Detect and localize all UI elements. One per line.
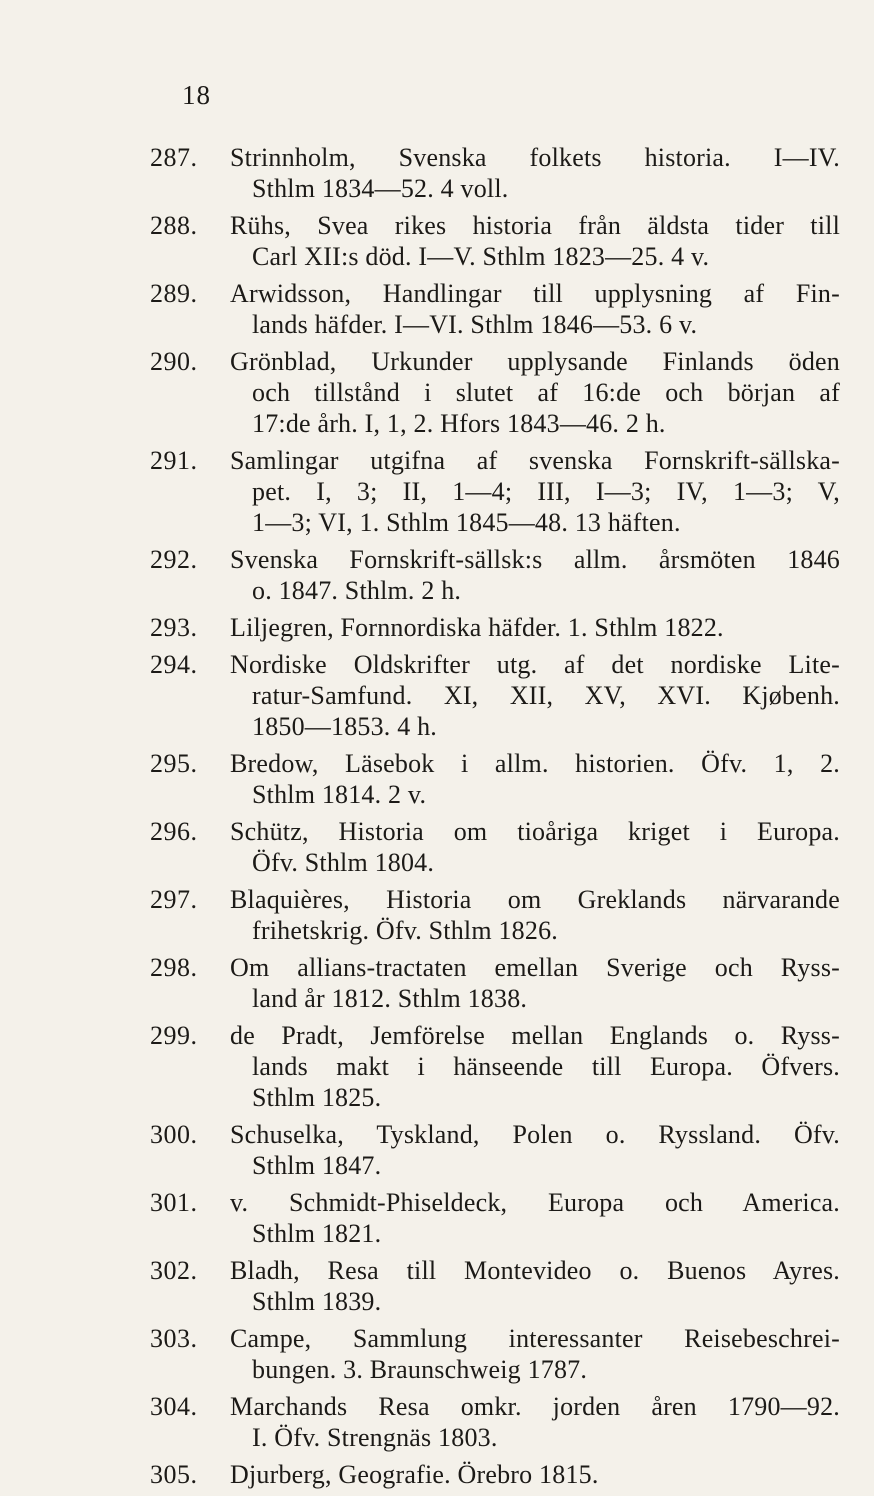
entry-number: 292. (150, 545, 198, 574)
entry-line: Sthlm 1847. (252, 1151, 382, 1180)
entry-text (230, 445, 840, 538)
entry-text (230, 278, 840, 340)
bibliography-entry (150, 445, 840, 538)
bibliography-entry (150, 1459, 840, 1490)
bibliography-entry (150, 278, 840, 340)
entry-line: Bredow, Läsebok i allm. historien. Öfv. 1, 2. (230, 749, 840, 778)
entry-text (230, 142, 840, 204)
entry-text (230, 544, 840, 606)
bibliography-entry (150, 748, 840, 810)
entry-line: 17:de årh. I, 1, 2. Hfors 1843—46. 2 h. (252, 409, 666, 438)
entry-number: 294. (150, 650, 198, 679)
entry-line: Samlingar utgifna af svenska Fornskrift-sällska- (230, 446, 840, 475)
bibliography-list (150, 142, 840, 1496)
entry-line: o. 1847. Sthlm. 2 h. (252, 576, 462, 605)
entry-number: 303. (150, 1324, 198, 1353)
entry-number: 295. (150, 749, 198, 778)
entry-text (230, 210, 840, 272)
entry-line: Strinnholm, Svenska folkets historia. I—IV. (230, 143, 840, 172)
entry-line: I. Öfv. Strengnäs 1803. (252, 1423, 498, 1452)
entry-line: Sthlm 1814. 2 v. (252, 780, 427, 809)
entry-line: pet. I, 3; II, 1—4; III, I—3; IV, 1—3; V, (252, 477, 840, 506)
entry-number: 287. (150, 143, 198, 172)
entry-number: 301. (150, 1188, 198, 1217)
entry-line: 1850—1853. 4 h. (252, 712, 437, 741)
entry-line: Schuselka, Tyskland, Polen o. Ryssland. Öfv. (230, 1120, 840, 1149)
bibliography-entry (150, 1255, 840, 1317)
entry-text (230, 649, 840, 742)
entry-number: 304. (150, 1392, 198, 1421)
entry-text (230, 1187, 840, 1249)
bibliography-entry (150, 884, 840, 946)
entry-text (230, 612, 840, 643)
entry-line: Carl XII:s död. I—V. Sthlm 1823—25. 4 v. (252, 242, 710, 271)
bibliography-entry (150, 346, 840, 439)
entry-line: land år 1812. Sthlm 1838. (252, 984, 528, 1013)
entry-line: och tillstånd i slutet af 16:de och början af (252, 378, 840, 407)
entry-text (230, 1255, 840, 1317)
entry-line: lands häfder. I—VI. Sthlm 1846—53. 6 v. (252, 310, 698, 339)
bibliography-entry (150, 1323, 840, 1385)
entry-line: Marchands Resa omkr. jorden åren 1790—92. (230, 1392, 840, 1421)
entry-line: Rühs, Svea rikes historia från äldsta tider till (230, 211, 840, 240)
entry-text (230, 748, 840, 810)
bibliography-entry (150, 816, 840, 878)
bibliography-entry (150, 142, 840, 204)
entry-text (230, 816, 840, 878)
entry-line: Schütz, Historia om tioåriga kriget i Europa. (230, 817, 840, 846)
entry-line: Blaquières, Historia om Greklands närvarande (230, 885, 840, 914)
entry-line: Sthlm 1834—52. 4 voll. (252, 174, 509, 203)
bibliography-entry (150, 1391, 840, 1453)
bibliography-entry (150, 210, 840, 272)
bibliography-entry (150, 952, 840, 1014)
entry-line: Sthlm 1839. (252, 1287, 382, 1316)
entry-text (230, 1119, 840, 1181)
entry-number: 299. (150, 1021, 198, 1050)
entry-text (230, 1020, 840, 1113)
entry-line: v. Schmidt-Phiseldeck, Europa och America. (230, 1188, 840, 1217)
entry-text (230, 1323, 840, 1385)
entry-line: Svenska Fornskrift-sällsk:s allm. årsmöten 1846 (230, 545, 840, 574)
entry-number: 296. (150, 817, 198, 846)
entry-line: 1—3; VI, 1. Sthlm 1845—48. 13 häften. (252, 508, 681, 537)
entry-line: Campe, Sammlung interessanter Reisebeschrei- (230, 1324, 840, 1353)
bibliography-entry (150, 649, 840, 742)
entry-number: 293. (150, 613, 198, 642)
entry-number: 298. (150, 953, 198, 982)
entry-line: Nordiske Oldskrifter utg. af det nordiske Lite- (230, 650, 840, 679)
entry-line: Bladh, Resa till Montevideo o. Buenos Ayres. (230, 1256, 840, 1285)
entry-line: Sthlm 1821. (252, 1219, 382, 1248)
entry-text (230, 1391, 840, 1453)
entry-number: 291. (150, 446, 198, 475)
entry-number: 290. (150, 347, 198, 376)
entry-line: Om allians-tractaten emellan Sverige och Ryss- (230, 953, 840, 982)
entry-line: Arwidsson, Handlingar till upplysning af Fin- (230, 279, 840, 308)
bibliography-entry (150, 1187, 840, 1249)
entry-number: 305. (150, 1460, 198, 1489)
page-number: 18 (182, 80, 211, 110)
entry-line: Grönblad, Urkunder upplysande Finlands öden (230, 347, 840, 376)
entry-number: 289. (150, 279, 198, 308)
bibliography-entry (150, 1119, 840, 1181)
entry-line: bungen. 3. Braunschweig 1787. (252, 1355, 588, 1384)
entry-line: Liljegren, Fornnordiska häfder. 1. Sthlm 1822. (230, 613, 724, 642)
entry-text (230, 346, 840, 439)
entry-number: 300. (150, 1120, 198, 1149)
bibliography-entry (150, 544, 840, 606)
entry-text (230, 952, 840, 1014)
entry-line: Sthlm 1825. (252, 1083, 382, 1112)
bibliography-entry (150, 612, 840, 643)
entry-line: lands makt i hänseende till Europa. Öfvers. (252, 1052, 840, 1081)
entry-line: ratur-Samfund. XI, XII, XV, XVI. Kjøbenh. (252, 681, 840, 710)
entry-line: de Pradt, Jemförelse mellan Englands o. Ryss- (230, 1021, 840, 1050)
entry-line: Öfv. Sthlm 1804. (252, 848, 435, 877)
entry-text (230, 884, 840, 946)
entry-number: 297. (150, 885, 198, 914)
entry-number: 288. (150, 211, 198, 240)
entry-text (230, 1459, 840, 1490)
entry-line: Djurberg, Geografie. Örebro 1815. (230, 1460, 599, 1489)
entry-number: 302. (150, 1256, 198, 1285)
bibliography-entry (150, 1020, 840, 1113)
entry-line: frihetskrig. Öfv. Sthlm 1826. (252, 916, 558, 945)
